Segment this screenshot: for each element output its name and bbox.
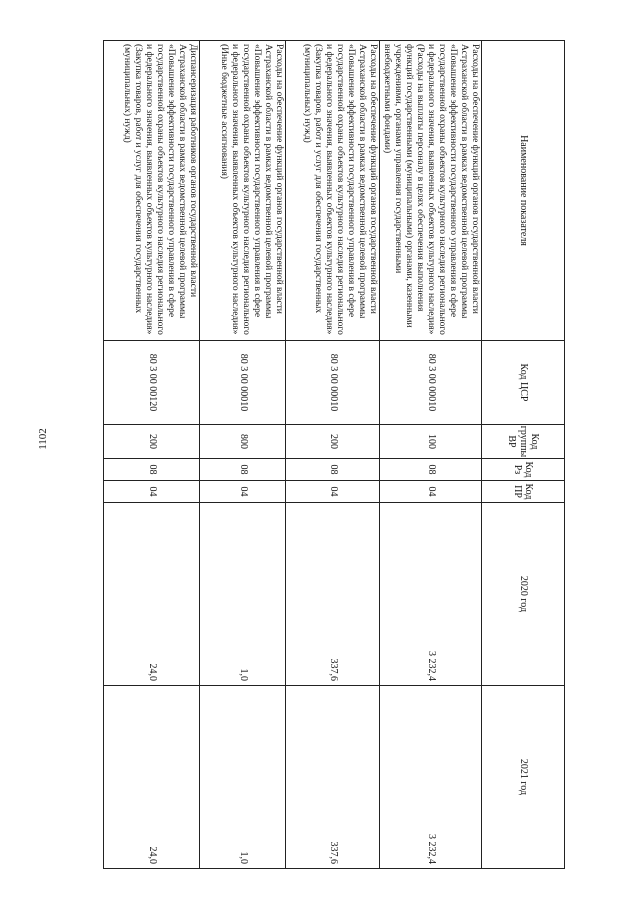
row-rz: 08	[104, 459, 200, 481]
row-vr: 800	[200, 425, 286, 459]
row-2021: 1,0	[200, 686, 286, 869]
row-2021: 337,6	[286, 686, 380, 869]
row-name: Расходы на обеспечение функций органов государственной власти Астраханской области в рамках ведомственной целевой программы «Повышение эффективности государственного управления в сфере государственной охраны объектов культурного наследия регионального и федерального значения, выявленных объектов культурного наследия» (Закупка товаров, работ и услуг для обеспечения государственных (муниципальных) нужд)	[286, 41, 380, 341]
rotated-table-container	[113, 40, 565, 868]
row-pr: 04	[380, 481, 482, 503]
row-pr: 04	[104, 481, 200, 503]
header-rz: Код Рз	[482, 459, 565, 481]
row-name: Расходы на обеспечение функций органов государственной власти Астраханской области в рамках ведомственной целевой программы «Повышение эффективности государственного управления в сфере государственной охраны объектов культурного наследия регионального и федерального значения, выявленных объектов культурного наследия» (Иные бюджетные ассигнования)	[200, 41, 286, 341]
row-rz: 08	[286, 459, 380, 481]
row-2020: 1,0	[200, 503, 286, 686]
row-vr: 100	[380, 425, 482, 459]
row-vr: 200	[286, 425, 380, 459]
header-name: Наименование показателя	[482, 41, 565, 341]
table-header-row	[482, 41, 565, 869]
header-vr: Код группы ВР	[482, 425, 565, 459]
row-rz: 08	[200, 459, 286, 481]
budget-table	[103, 40, 565, 869]
row-2020: 3 232,4	[380, 503, 482, 686]
table-row	[380, 41, 482, 869]
header-2020: 2020 год	[482, 503, 565, 686]
header-csr: Код ЦСР	[482, 341, 565, 425]
row-name: Расходы на обеспечение функций органов государственной власти Астраханской области в рамках ведомственной целевой программы «Повышение эффективности государственного управления в сфере государственной охраны объектов культурного наследия регионального и федерального значения, выявленных объектов культурного наследия» (Расходы на выплаты персоналу в целях обеспечения выполнения функций государственными (муниципальными) органами, казенными учреждениями, органами управления государственными внебюджетными фондами)	[380, 41, 482, 341]
row-pr: 04	[286, 481, 380, 503]
row-2020: 337,6	[286, 503, 380, 686]
row-2020: 24,0	[104, 503, 200, 686]
header-pr: Код ПР	[482, 481, 565, 503]
table-row	[200, 41, 286, 869]
table-row	[104, 41, 200, 869]
table-row	[286, 41, 380, 869]
row-name: Диспансеризация работников органов государственной власти Астраханской области в рамках ведомственной целевой программы «Повышение эффективности государственного управления в сфере государственной охраны объектов культурного наследия регионального и федерального значения, выявленных объектов культурного наследия» (Закупка товаров, работ и услуг для обеспечения государственных (муниципальных) нужд)	[104, 41, 200, 341]
row-csr: 80 3 00 00010	[200, 341, 286, 425]
row-csr: 80 3 00 00010	[286, 341, 380, 425]
row-csr: 80 3 00 00010	[380, 341, 482, 425]
row-pr: 04	[200, 481, 286, 503]
row-2021: 3 232,4	[380, 686, 482, 869]
page-number: 1102	[37, 428, 49, 450]
row-rz: 08	[380, 459, 482, 481]
row-vr: 200	[104, 425, 200, 459]
row-csr: 80 3 00 00120	[104, 341, 200, 425]
row-2021: 24,0	[104, 686, 200, 869]
header-2021: 2021 год	[482, 686, 565, 869]
